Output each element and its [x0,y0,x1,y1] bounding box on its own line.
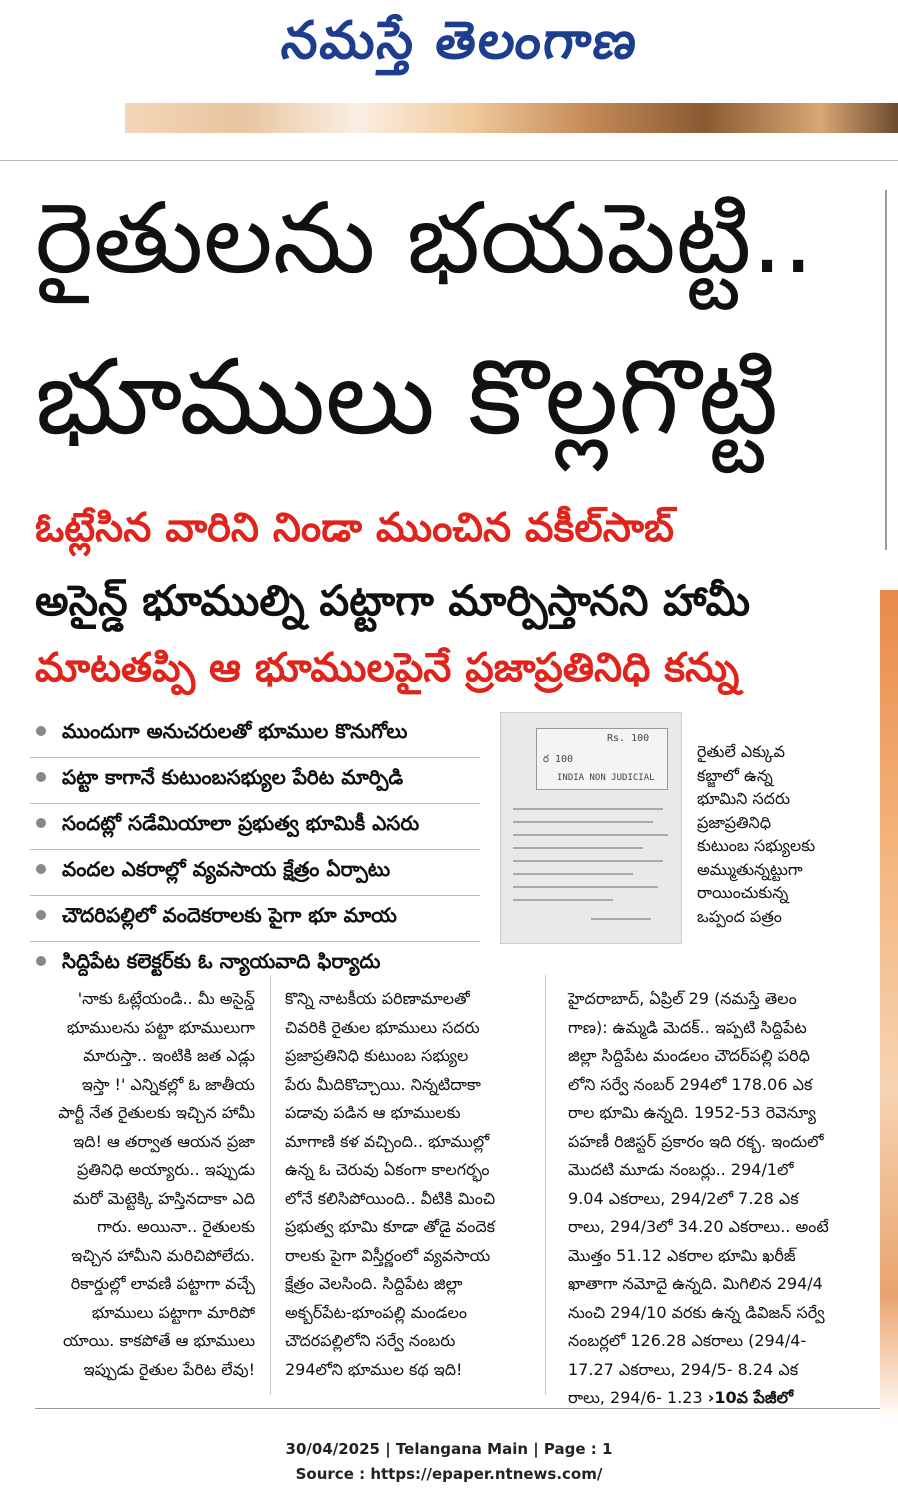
masthead [0,0,898,100]
document-photo [500,712,682,944]
article-column-3: హైదరాబాద్, ఏప్రిల్ 29 (నమస్తే తెలం గాణ): ఉమ్మడి మెదక్.. ఇప్పటి సిద్దిపేట జిల్లా సిద్దిపేట మండలం చౌదర్‌పల్లి పరిధి లోని సర్వే నంబర్ 294లో 178.06 ఎక రాల భూమి ఉన్నది. 1952-53 రెవెన్యూ పహణీ రిజిస్టర్ ప్రకారం ఇది రక్బ. ఇందులో మొదటి మూడు నంబర్లు.. 294/1లో 9.04 ఎకరాలు, 294/2లో 7.28 ఎక రాలు, 294/3లో 34.20 ఎకరాలు.. అంటే మొత్తం 51.12 ఎకరాల భూమి ఖరీజ్ ఖాతాగా నమోదై ఉన్నది. మిగిలిన 294/4 నుంచి 294/10 వరకు ఉన్న డివిజన్ సర్వే నంబర్లలో 126.28 ఎకరాలు (294/4- 17.27 ఎకరాలు, 294/5- 8.24 ఎక రాలు, 294/6- 1.23 ›10వ పేజీలో [568,985,868,1413]
bullet-icon [36,772,46,782]
footer-source: Source : https://epaper.ntnews.com/ [295,1465,603,1483]
list-item: సిద్దిపేట కలెక్టర్‌కు ఓ న్యాయవాది ఫిర్యాదు [30,942,480,987]
subheading-1: ఓట్లేసిన వారిని నిండా ముంచిన వకీల్‌సాబ్ [35,505,674,551]
stamp-paper: Rs. 100 ర 100 INDIA NON JUDICIAL [536,728,668,790]
newspaper-logo: నమస్తే తెలంగాణ [278,11,642,71]
list-item: చౌదరిపల్లిలో వందెకరాలకు పైగా భూ మాయ [30,896,480,942]
adjacent-photo [880,590,898,1420]
signature [591,918,651,920]
list-item: సందట్లో సడేమియాలా ప్రభుత్వ భూమికీ ఎసరు [30,804,480,850]
text-line [513,899,613,901]
text-line [513,808,663,810]
divider [0,160,898,161]
column-divider [270,975,271,1395]
text-line [513,847,643,849]
subheading-2: అసైన్డ్ భూముల్ని పట్టాగా మార్పిస్తానని హామీ [35,576,751,625]
continued-on-page-10-link[interactable]: ›10వ పేజీలో [707,1388,794,1407]
bullet-icon [36,726,46,736]
text-line [513,860,663,862]
footer-edition-info: 30/04/2025 | Telangana Main | Page : 1 [285,1440,613,1458]
divider [35,1408,880,1409]
text-line [513,886,658,888]
headline-line-1: రైతులను భయపెట్టి.. [35,182,814,296]
subheading-3: మాటతప్పి ఆ భూములపైనే ప్రజాప్రతినిధి కన్ను [35,645,740,691]
column-divider [545,975,546,1395]
headline-line-2: భూములు కొల్లగొట్టి [35,336,779,458]
bullet-icon [36,956,46,966]
article-column-2: కొన్ని నాటకీయ పరిణామాలతో చివరికి రైతుల భూములు సదరు ప్రజాప్రతినిధి కుటుంబ సభ్యుల పేరు మీదికొచ్చాయి. నిన్నటిదాకా పడావు పడిన ఆ భూములకు మాగాణి కళ వచ్చింది.. భూముల్లో ఉన్న ఓ చెరువు ఏకంగా కాలగర్భం లోనే కలిసిపోయింది.. వీటికి మించి ప్రభుత్వ భూమి కూడా తోడై వందెక రాలకు పైగా విస్తీర్ణంలో వ్యవసాయ క్షేత్రం వెలసింది. సిద్దిపేట జిల్లా అక్బర్‌పేట-భూంపల్లి మండలం చౌదరపల్లిలోని సర్వే నంబరు 294లోని భూముల కథ ఇది! [285,989,496,1379]
list-item: ముందుగా అనుచరులతో భూముల కొనుగోలు [30,712,480,758]
bullet-icon [36,910,46,920]
list-item: వందల ఎకరాల్లో వ్యవసాయ క్షేత్రం ఏర్పాటు [30,850,480,896]
text-line [513,834,668,836]
text-line [513,873,633,875]
last-line: రాలు, 294/6- 1.23 ›10వ పేజీలో [568,1388,794,1407]
bullet-icon [36,818,46,828]
header-photo-strip [125,103,898,133]
bullet-icon [36,864,46,874]
highlight-list [30,712,480,987]
divider [885,190,887,550]
photo-caption: రైతులే ఎక్కువ కబ్జాలో ఉన్న భూమిని సదరు ప్రజాప్రతినిధి కుటుంబ సభ్యులకు అమ్ముతున్నట్టుగా రాయించుకున్న ఒప్పంద పత్రం [697,742,816,926]
list-item: పట్టా కాగానే కుటుంబసభ్యుల పేరిట మార్పిడి [30,758,480,804]
text-line [513,821,653,823]
article-column-1: 'నాకు ఓట్లేయండి.. మీ అసైన్డ్ భూములను పట్టా భూములుగా మారుస్తా.. ఇంటికి జత ఎడ్లు ఇస్తా !' ఎన్నికల్లో ఓ జాతీయ పార్టీ నేత రైతులకు ఇచ్చిన హామీ ఇది! ఆ తర్వాత ఆయన ప్రజా ప్రతినిధి అయ్యారు.. ఇప్పుడు మరో మెట్టెక్కి హస్తినదాకా ఎది గారు. అయినా.. రైతులకు ఇచ్చిన హామీని మరిచిపోలేదు. రికార్డుల్లో లావణి పట్టాగా వచ్చే భూములు పట్టాగా మారిపో యాయి. కాకపోతే ఆ భూములు ఇప్పుడు రైతుల పేరిట లేవు! [58,989,255,1379]
